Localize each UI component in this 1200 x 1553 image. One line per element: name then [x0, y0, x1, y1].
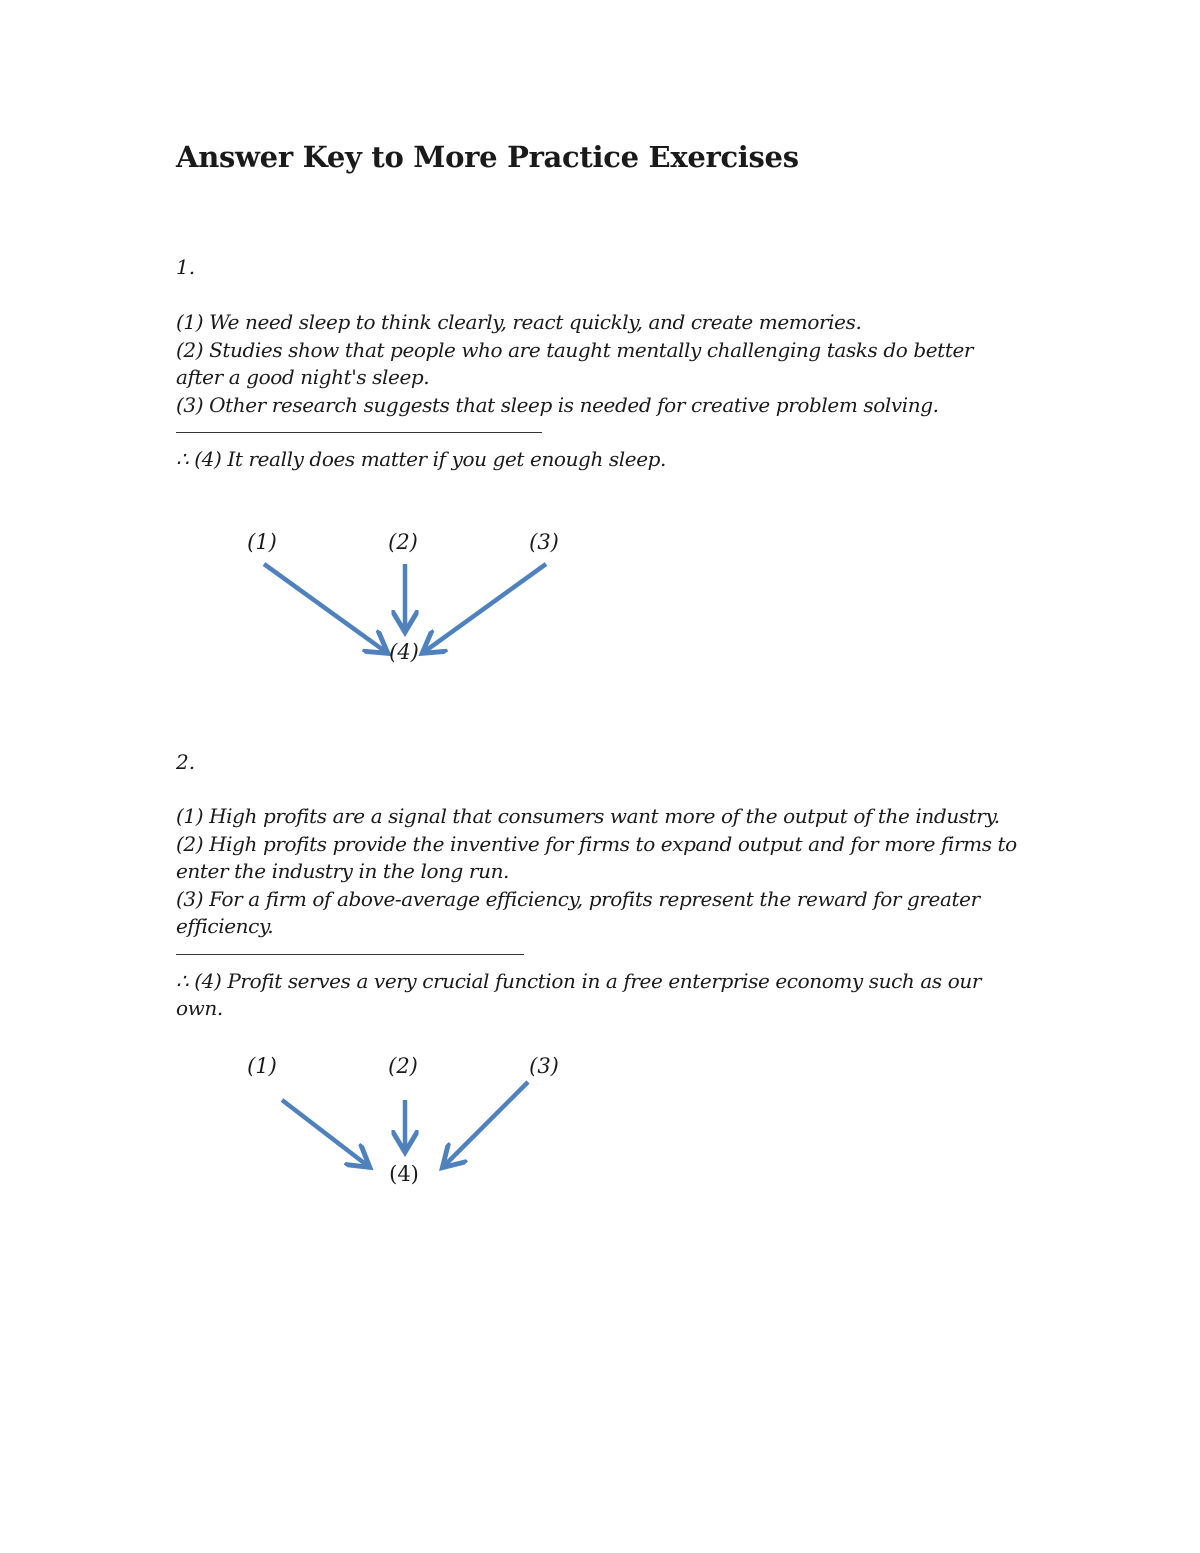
diagram-node-2: (2): [388, 1054, 418, 1078]
page-title: Answer Key to More Practice Exercises: [176, 140, 799, 174]
premise-2: (2) Studies show that people who are taught mentally challenging tasks do better after a good night's sleep.: [176, 337, 974, 389]
diagram-node-3: (3): [529, 530, 559, 554]
diagram-node-1: (1): [247, 530, 277, 554]
diagram-node-4: (4): [389, 1162, 419, 1186]
arrow-3-to-4: [444, 1082, 528, 1166]
diagram-node-1: (1): [247, 1054, 277, 1078]
diagram-node-2: (2): [388, 530, 418, 554]
arrow-1-to-4: [264, 564, 386, 652]
arrow-1-to-4: [282, 1100, 368, 1166]
diagram-node-3: (3): [529, 1054, 559, 1078]
premise-1: (1) We need sleep to think clearly, react quickly, and create memories.: [176, 310, 862, 334]
diagram-node-4: (4): [389, 640, 419, 664]
exercise-number: 2.: [176, 750, 196, 774]
exercise-argument: [176, 309, 1036, 474]
exercise-argument: [176, 803, 1036, 1023]
conclusion: ∴ (4) Profit serves a very crucial function in a free enterprise economy such as our own.: [176, 968, 981, 1020]
argument-diagram: [176, 528, 676, 698]
arrow-3-to-4: [424, 564, 546, 652]
argument-diagram: [176, 1052, 676, 1222]
premise-1: (1) High profits are a signal that consumers want more of the output of the industry.: [176, 804, 1000, 828]
premise-3: (3) For a firm of above-average efficiency, profits represent the reward for greater efficiency.: [176, 886, 980, 938]
exercise-number: 1.: [176, 255, 196, 279]
conclusion-divider: [176, 432, 542, 433]
premise-3: (3) Other research suggests that sleep is needed for creative problem solving.: [176, 392, 939, 417]
conclusion-divider: [176, 954, 524, 955]
conclusion: ∴ (4) It really does matter if you get enough sleep.: [176, 447, 666, 471]
premise-2: (2) High profits provide the inventive for firms to expand output and for more firms to enter the industry in the long run.: [176, 831, 1017, 883]
